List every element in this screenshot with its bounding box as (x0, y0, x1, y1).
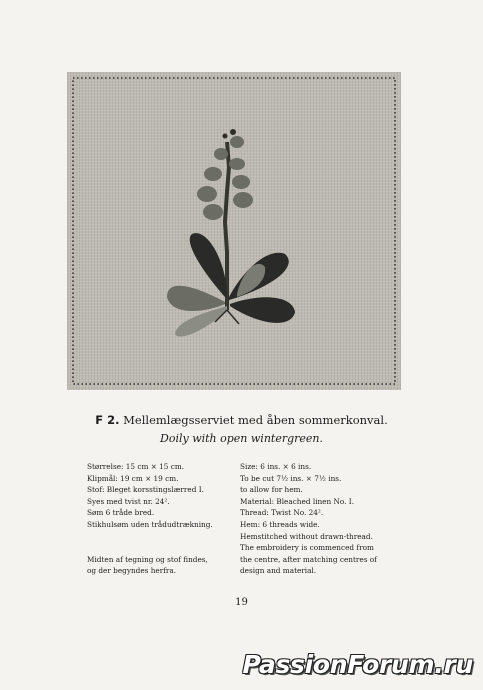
wintergreen-embroidery-image (67, 72, 401, 390)
hemstitch-border (73, 78, 395, 384)
pattern-title-da: Mellemlægsserviet med åben sommerkonval. (123, 413, 388, 427)
danish-instructions (87, 461, 213, 577)
instruction-line: Klipmål: 19 cm × 19 cm. (87, 473, 179, 483)
instruction-line: Stikhulsøm uden trådudtrækning. (87, 519, 213, 529)
instruction-line: og der begyndes herfra. (87, 566, 177, 576)
instruction-line: design and material. (240, 566, 317, 576)
pattern-code: F 2. (95, 413, 120, 427)
instruction-line: Size: 6 ins. × 6 ins. (240, 462, 312, 471)
instruction-line: Størrelse: 15 cm × 15 cm. (87, 462, 185, 471)
instruction-line: Syes med tvist nr. 24². (87, 496, 170, 506)
instruction-line: to allow for hem. (240, 485, 303, 495)
instruction-line: The embroidery is commenced from (240, 543, 374, 553)
instruction-line: Hemstitched without drawn-thread. (240, 531, 373, 541)
doily-photo (67, 72, 401, 390)
instruction-line: the centre, after matching centres of (240, 554, 377, 564)
instruction-line: Stof: Bleget korsstingslærred I. (87, 485, 204, 495)
caption-title-english: Doily with open wintergreen. (160, 432, 323, 445)
caption-title-danish (0, 413, 483, 428)
instruction-line: Hem: 6 threads wide. (240, 519, 320, 529)
english-instructions (240, 461, 377, 577)
instruction-line: Thread: Twist No. 24². (240, 508, 324, 518)
page-number: 19 (235, 597, 248, 608)
instruction-line: Søm 6 tråde bred. (87, 508, 155, 518)
instruction-line: To be cut 7½ ins. × 7½ ins. (240, 473, 342, 483)
plant-leaves (167, 233, 295, 336)
instruction-line: Midten af tegning og stof findes, (87, 554, 208, 564)
watermark: PassionForum.ru (242, 650, 473, 679)
instruction-line: Material: Bleached linen No. I. (240, 496, 355, 506)
